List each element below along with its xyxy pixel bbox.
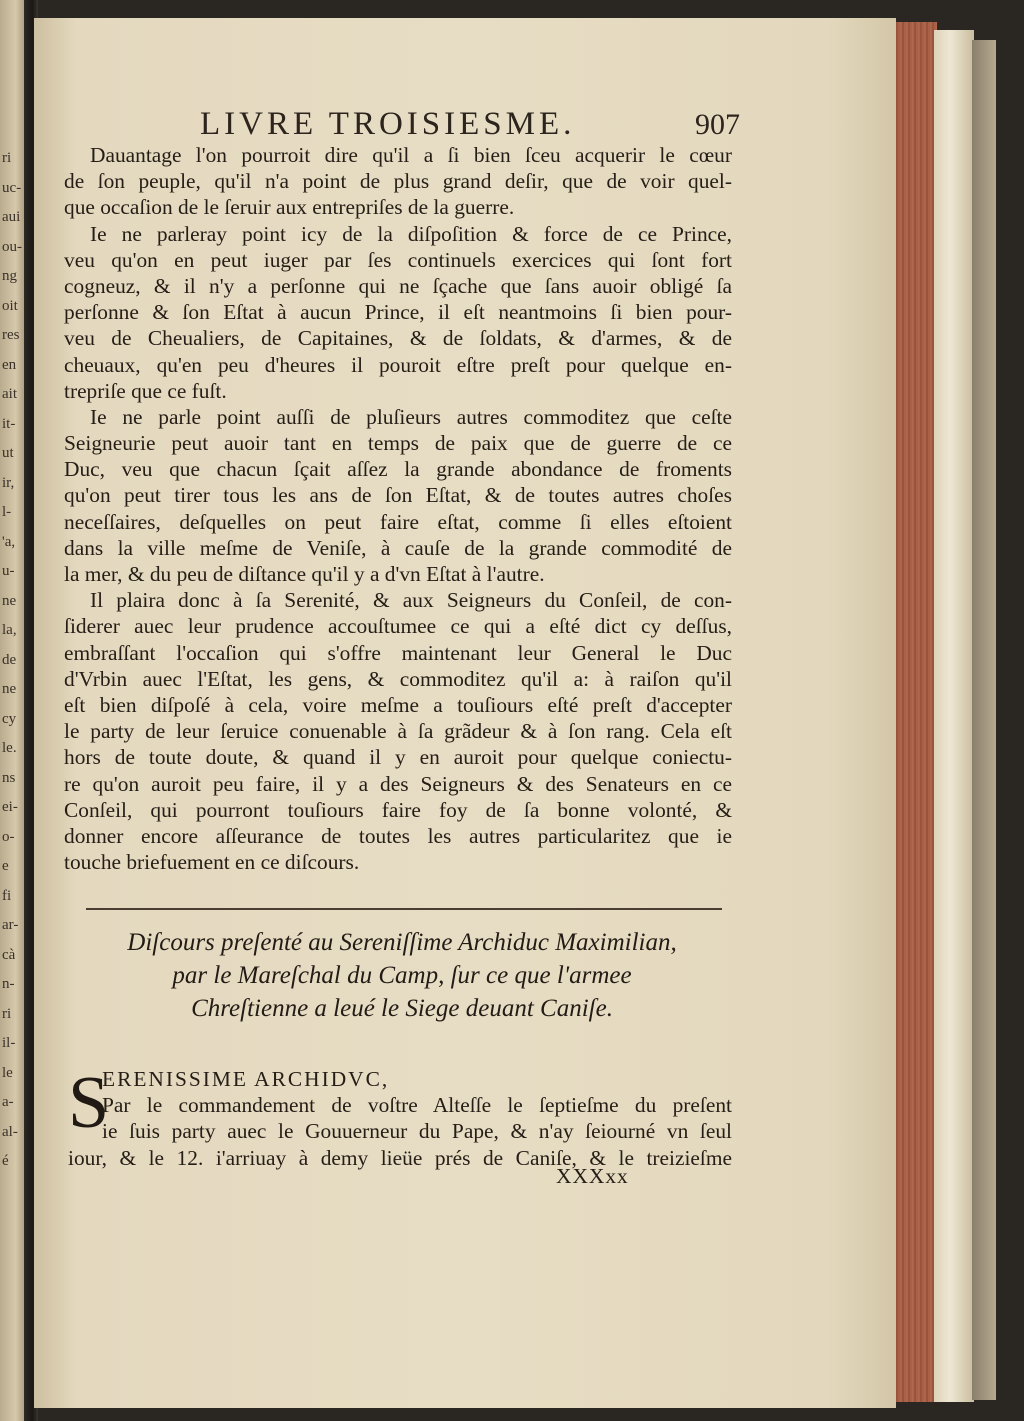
heading-line: Diſcours preſenté au Sereniſſime Archiduc Maximilian, — [127, 929, 677, 956]
text-line: touche briefuement en ce diſcours. — [64, 850, 360, 875]
facing-page-fragment: 'a, — [2, 533, 16, 550]
facing-page-fragment: l- — [2, 504, 12, 520]
heading-line: par le Mareſchal du Camp, ſur ce que l'armee — [172, 962, 632, 989]
text-line: re qu'on auroit peu faire, il y a des Seigneurs & des Senateurs en ce — [64, 771, 732, 796]
facing-page-fragment: en — [2, 356, 17, 373]
text-line: trepriſe que ce fuſt. — [64, 378, 227, 403]
facing-page-fragment: ou- — [2, 238, 22, 255]
text-line: veu qu'on en peut iuger par ſes continuels exercices qui ſont fort — [64, 247, 732, 272]
running-head-title: LIVRE TROISIESME. — [200, 106, 576, 142]
body-text — [64, 142, 732, 875]
text-line: Ie ne parleray point icy de la diſpoſition & force de ce Prince, — [90, 221, 732, 246]
text-line: ie ſuis party auec le Gouuerneur du Pape, & n'ay ſeiourné vn ſeul — [102, 1119, 732, 1144]
facing-page-fragment: o- — [2, 828, 15, 845]
facing-page-fragment: aui — [2, 209, 21, 225]
facing-page-fragment: a- — [2, 1094, 14, 1110]
section-divider — [86, 908, 722, 910]
text-line: le party de leur ſeruice conuenable à ſa grãdeur & à ſon rang. Cela eſt — [64, 719, 732, 744]
text-line: iour, & le 12. i'arriuay à demy lieüe prés de Caniſe, & le treizieſme — [68, 1145, 732, 1170]
back-cover-shadow — [972, 40, 996, 1400]
facing-page-fragment: e — [2, 858, 9, 874]
facing-page-fragment: oit — [2, 297, 18, 314]
signature-mark: XXXxx — [556, 1164, 629, 1188]
facing-page-fragment: ut — [2, 445, 14, 461]
text-line: cogneuz, & il n'y a perſonne qui ne ſçache que ſans auoir obligé ſa — [64, 273, 732, 298]
facing-page-fragment: la, — [2, 622, 17, 638]
facing-page-fragment: de — [2, 651, 17, 668]
facing-page-fragment: ar- — [2, 917, 19, 933]
running-head — [200, 106, 740, 146]
text-line: de ſon peuple, qu'il n'a point de plus grand deſir, que de voir quel- — [64, 169, 732, 194]
text-line: Ie ne parle point auſſi de pluſieurs autres commoditez que ceſte — [90, 404, 732, 429]
facing-page-fragment: ri — [2, 150, 12, 166]
text-line: hors de toute doute, & quand il y en auroit pour quelque coniectu- — [64, 745, 732, 770]
facing-page-fragment: ait — [2, 386, 17, 402]
text-line: neceſſaires, deſquelles on peut faire eſtat, comme ſi elles eſtoient — [64, 509, 732, 534]
back-cover-board — [934, 30, 974, 1402]
facing-page-fragment: é — [2, 1153, 9, 1169]
facing-page-fragment: ng — [2, 268, 17, 284]
facing-page-fragment: ns — [2, 769, 16, 786]
salutation: ERENISSIME ARCHIDVC, — [102, 1067, 390, 1091]
text-line: Seigneurie peut auoir tant en temps de paix que de guerre de ce — [64, 431, 732, 456]
facing-page-fragment: n- — [2, 976, 15, 992]
facing-page-fragment: le — [2, 1064, 13, 1081]
page-number: 907 — [695, 108, 740, 141]
facing-page-fragment: ir, — [2, 474, 15, 491]
section-heading — [72, 926, 732, 1025]
facing-page-fragment: it- — [2, 415, 16, 432]
text-line: Conſeil, qui pourront touſiours faire foy de ſa bonne volonté, & — [64, 797, 732, 822]
text-line: cheuaux, qu'en peu d'heures il pouroit eſtre preſt pour quelque en- — [64, 352, 732, 377]
facing-page-fragment: le. — [2, 740, 17, 756]
text-line: eſt bien diſpoſé à cela, voire meſme a touſiours eſté preſt d'accepter — [64, 692, 732, 717]
text-line: qu'on peut tirer tous les ans de ſon Eſtat, & de toutes autres choſes — [64, 483, 732, 508]
text-line: veu de Cheualiers, de Capitaines, & de ſoldats, & d'armes, & de — [64, 326, 732, 351]
text-line: la mer, & du peu de diſtance qu'il y a d'vn Eſtat à l'autre. — [64, 562, 545, 586]
text-line: donner encore aſſeurance de toutes les autres particularitez que ie — [64, 823, 732, 848]
facing-page-fragment: fi — [2, 887, 12, 904]
text-line: Par le commandement de voſtre Alteſſe le ſeptieſme du preſent — [102, 1093, 732, 1118]
facing-page-fragment: il- — [2, 1035, 16, 1051]
facing-page-fragment: ne — [2, 681, 17, 697]
facing-page-fragment: cy — [2, 710, 17, 727]
text-line: perſonne & ſon Eſtat à aucun Prince, il eſt neantmoins ſi bien pour- — [64, 300, 732, 325]
facing-page-fragment: res — [2, 327, 20, 343]
text-line: Duc, veu que chacun ſçait aſſez la grande abondance de froments — [64, 457, 732, 482]
facing-page-fragment: ne — [2, 592, 17, 609]
text-line: embraſſant l'occaſion qui s'offre maintenant leur General le Duc — [64, 640, 732, 665]
text-line: d'Vrbin auec l'Eſtat, les gens, & commoditez qu'il a: à raiſon qu'il — [64, 666, 732, 691]
text-line: Dauantage l'on pourroit dire qu'il a ſi bien ſceu acquerir le cœur — [90, 143, 732, 167]
facing-page-fragment: u- — [2, 563, 15, 579]
facing-page-fragment: al- — [2, 1123, 18, 1140]
heading-line: Chreſtienne a leué le Siege deuant Caniſe. — [191, 995, 613, 1022]
drop-cap: S — [68, 1062, 110, 1144]
facing-page-fragment: cà — [2, 946, 16, 963]
facing-page-fragment: ei- — [2, 799, 18, 815]
text-line: que occaſion de le ſeruir aux entrepriſes de la guerre. — [64, 195, 515, 220]
facing-page-edge — [0, 0, 26, 1421]
text-line: dans la ville meſme de Veniſe, à cauſe de la grande commodité de — [64, 535, 732, 560]
text-line: ſiderer auec leur prudence accouſtumee ce qui a eſté dict cy deſſus, — [64, 614, 732, 639]
facing-page-fragment: ri — [2, 1005, 12, 1022]
facing-page-fragment: uc- — [2, 179, 22, 196]
text-line: Il plaira donc à ſa Serenité, & aux Seigneurs du Conſeil, de con- — [90, 588, 732, 613]
